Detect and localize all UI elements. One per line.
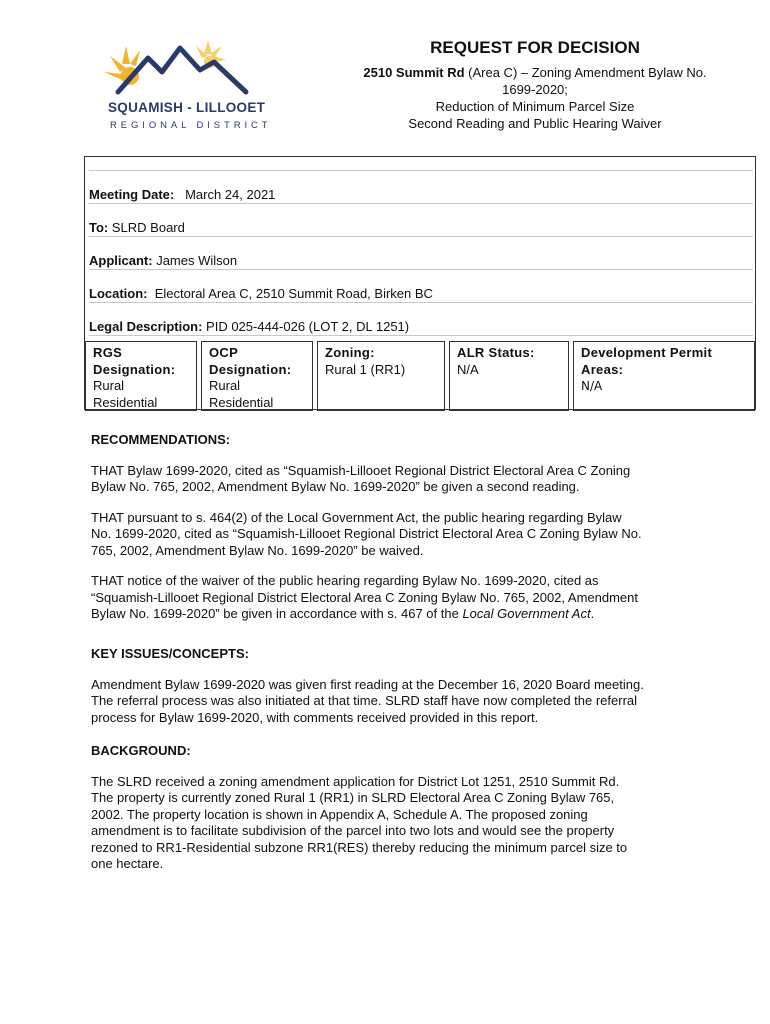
legal-description-row: [89, 302, 753, 336]
rec1-line1: THAT Bylaw 1699-2020, cited as “Squamish-Lillooet Regional District Electoral Area C Zoning: [91, 462, 631, 478]
subtitle-line-4: Second Reading and Public Hearing Waiver: [408, 116, 662, 131]
sun-mountain-icon: [96, 36, 274, 100]
rec3-line2: “Squamish-Lillooet Regional District Electoral Area C Zoning Bylaw No. 765, 2002, Amendment: [91, 589, 638, 605]
alr-value: N/A: [457, 361, 479, 377]
recommendation-2: [91, 510, 691, 560]
title-block: [330, 38, 740, 132]
applicant-label: Applicant:: [89, 253, 153, 268]
ocp-heading: OCP: [209, 345, 239, 360]
meeting-date-value: March 24, 2021: [185, 187, 276, 202]
rgs-heading: RGS: [93, 345, 123, 360]
logo-subtitle: REGIONAL DISTRICT: [110, 120, 272, 131]
legal-description-value: PID 025-444-026 (LOT 2, DL 1251): [206, 319, 410, 334]
subtitle-line-2: 1699-2020;: [502, 82, 568, 97]
background-heading: BACKGROUND:: [91, 743, 191, 758]
key-issues-line3: process for Bylaw 1699-2020, with comments received provided in this report.: [91, 709, 539, 725]
to-row: [89, 203, 753, 236]
alr-status-cell: [449, 341, 569, 411]
alr-heading: ALR Status:: [457, 345, 535, 360]
location-value: Electoral Area C, 2510 Summit Road, Birken BC: [154, 286, 433, 301]
background-line6: one hectare.: [91, 856, 164, 871]
key-issues-line2: The referral process was also initiated at that time. SLRD staff have now completed the referral: [91, 693, 638, 708]
background-line2: The property is currently zoned Rural 1 (RR1) in SLRD Electoral Area C Zoning Bylaw 765,: [91, 790, 615, 805]
dpa-value: N/A: [581, 379, 603, 393]
background-line1: The SLRD received a zoning amendment application for District Lot 1251, 2510 Summit Rd.: [91, 773, 620, 789]
meeting-date-label: Meeting Date:: [89, 187, 175, 202]
meeting-date-row: [89, 170, 753, 203]
applicant-row: [89, 236, 753, 269]
ocp-value-2: Residential: [209, 394, 274, 410]
zoning-heading: Zoning:: [325, 345, 375, 360]
meeting-details-box: [84, 156, 756, 410]
subtitle-line-3: Reduction of Minimum Parcel Size: [435, 99, 635, 114]
rec2-line1: THAT pursuant to s. 464(2) of the Local Government Act, the public hearing regarding Bylaw: [91, 509, 622, 525]
rec3-period: .: [590, 606, 595, 621]
key-issues-heading: KEY ISSUES/CONCEPTS:: [91, 646, 249, 661]
subtitle-line-1-rest: (Area C) – Zoning Amendment Bylaw No.: [464, 65, 707, 80]
background-line3: 2002. The property location is shown in Appendix A, Schedule A. The proposed zoning: [91, 806, 588, 822]
background-paragraph: [91, 774, 691, 873]
rgs-value: Rural: [93, 378, 125, 393]
rec3-line1: THAT notice of the waiver of the public hearing regarding Bylaw No. 1699-2020, cited as: [91, 573, 599, 588]
recommendation-1: [91, 463, 691, 496]
rec3-line3: Bylaw No. 1699-2020” be given in accordance with s. 467 of the: [91, 606, 463, 621]
rec2-line2: No. 1699-2020, cited as “Squamish-Lillooet Regional District Electoral Area C Zoning Bylaw No.: [91, 526, 642, 541]
rec1-line2: Bylaw No. 765, 2002, Amendment Bylaw No. 1699-2020” be given a second reading.: [91, 479, 580, 494]
key-issues-line1: Amendment Bylaw 1699-2020 was given first reading at the December 16, 2020 Board meeting.: [91, 676, 644, 692]
location-row: [89, 269, 753, 302]
ocp-heading-2: Designation:: [209, 361, 292, 377]
designations-table: [85, 341, 755, 411]
zoning-value: Rural 1 (RR1): [325, 361, 406, 377]
recommendation-3: [91, 573, 691, 623]
recommendations-section: [91, 432, 691, 623]
legal-description-label: Legal Description:: [89, 319, 203, 334]
background-line4: amendment is to facilitate subdivision of the parcel into two lots and would see the property: [91, 823, 615, 838]
local-government-act-ref: Local Government Act: [462, 606, 591, 621]
page-title: REQUEST FOR DECISION: [430, 38, 640, 57]
subtitle-line-1: [330, 64, 740, 81]
rgs-heading-2: Designation:: [93, 361, 176, 377]
dpa-heading: Development Permit: [581, 345, 713, 360]
subtitle-address: 2510 Summit Rd: [363, 65, 465, 80]
location-label: Location:: [89, 286, 148, 301]
slrd-logo: [96, 36, 274, 136]
rec2-line3: 765, 2002, Amendment Bylaw No. 1699-2020” be waived.: [91, 542, 424, 558]
zoning-cell: [317, 341, 445, 411]
ocp-designation-cell: [201, 341, 313, 411]
key-issues-paragraph: [91, 677, 691, 727]
development-permit-cell: [573, 341, 755, 411]
logo-name: SQUAMISH - LILLOOET: [108, 100, 266, 115]
key-issues-section: [91, 646, 691, 726]
rgs-value-2: Residential: [93, 394, 158, 410]
ocp-value: Rural: [209, 378, 241, 393]
background-section: [91, 743, 691, 873]
to-label: To:: [89, 220, 109, 235]
to-value: SLRD Board: [111, 220, 185, 235]
dpa-heading-2: Areas:: [581, 361, 624, 377]
rgs-designation-cell: [85, 341, 197, 411]
recommendations-heading: RECOMMENDATIONS:: [91, 432, 231, 447]
background-line5: rezoned to RR1-Residential subzone RR1(RES) thereby reducing the minimum parcel size to: [91, 839, 628, 855]
applicant-value: James Wilson: [156, 253, 238, 268]
